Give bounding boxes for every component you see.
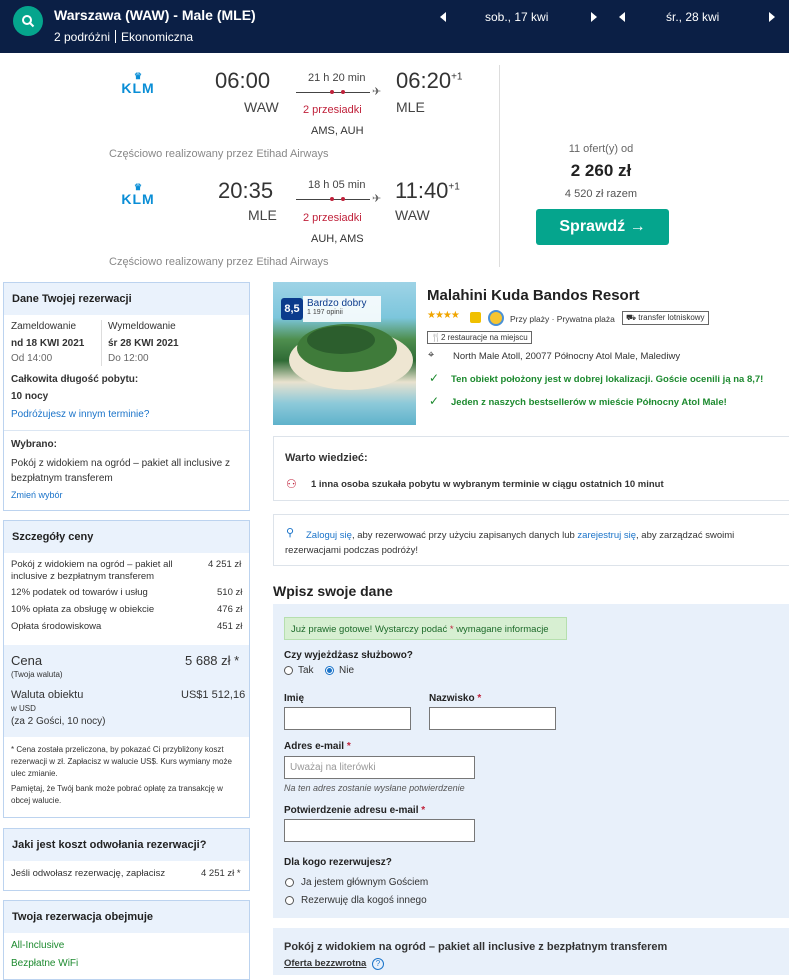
return-duration: 18 h 05 min [308, 179, 366, 191]
panel-title: Dane Twojej rezerwacji [4, 283, 249, 315]
price-total-value: 5 688 zł * [185, 653, 240, 668]
hotel-address: North Male Atoll, 20077 Północny Atol Male, Malediwy [453, 351, 681, 362]
first-name-label: Imię [284, 693, 305, 704]
offers-count: 11 ofert(y) od [568, 143, 634, 155]
booking-for-question: Dla kogo rezerwujesz? [284, 857, 392, 868]
return-arrival-time: $11:40^{+1}$ [395, 178, 460, 203]
price-line-label: 12% podatek od towarów i usług [11, 587, 148, 598]
location-pin-icon: ⌖ [428, 349, 435, 361]
checkmark-icon: ✓ [429, 394, 440, 408]
email-input[interactable]: Uważaj na literówki [284, 756, 475, 779]
outbound-arrival-time: $06:20^{+1}$ [396, 68, 463, 93]
business-yes-label[interactable]: Tak [298, 665, 314, 676]
outbound-stops: 2 przesiadki [303, 104, 362, 116]
prev-return-date-icon[interactable] [619, 12, 625, 22]
email-hint: Na ten adres zostanie wysłane potwierdzenie [284, 783, 465, 793]
review-label: Bardzo dobry [307, 298, 367, 309]
price-line-value: 451 zł [217, 621, 243, 632]
stop-dot [330, 197, 334, 201]
cancellation-value: 4 251 zł * [201, 868, 241, 879]
room-title: Pokój z widokiem na ogród – pakiet all inclusive z bezpłatnym transferem [284, 941, 668, 953]
good-to-know-text: 1 inna osoba szukała pobytu w wybranym terminie w ciągu ostatnich 10 minut [311, 479, 664, 490]
checkin-label: Zameldowanie [11, 321, 77, 332]
good-to-know-box [273, 436, 789, 501]
review-score: 8,5 [281, 298, 303, 320]
outbound-arrival-airport: MLE [396, 99, 425, 115]
price-line-value: 4 251 zł [208, 559, 242, 570]
star-rating: ★★★★ [427, 310, 459, 321]
business-no-label[interactable]: Nie [339, 665, 355, 676]
price-total-sub: (Twoja waluta) [11, 670, 63, 679]
business-yes-radio[interactable] [284, 666, 293, 675]
return-departure-airport: MLE [248, 207, 277, 223]
next-depart-date-icon[interactable] [591, 12, 597, 22]
check-offer-button[interactable]: Sprawdź → [536, 209, 669, 245]
form-notice-text: Już prawie gotowe! Wystarczy podać * wymagane informacje [291, 624, 549, 635]
price-line-label: 10% opłata za obsługę w obiekcie [11, 604, 155, 615]
return-via: AUH, AMS [311, 233, 364, 245]
other-guest-label[interactable]: Rezerwuję dla kogoś innego [301, 895, 427, 906]
checkin-time: Od 14:00 [11, 353, 53, 364]
panel-title: Twoja rezerwacja obejmuje [4, 901, 249, 933]
price-total-label: Cena [11, 653, 43, 668]
restaurants-tag: 🍴2 restauracje na miejscu [427, 331, 532, 344]
people-icon: ⚇ [286, 477, 297, 491]
beach-info: Przy plaży · Prywatna plaża [510, 314, 615, 324]
other-guest-radio[interactable] [285, 896, 294, 905]
search-button[interactable] [13, 6, 43, 36]
bank-fee-note: Pamiętaj, że Twój bank może pobrać opłatę za transakcję w obcej walucie. [11, 784, 223, 805]
bestseller-highlight: Jeden z naszych bestsellerów w mieście Północny Atol Male! [451, 397, 727, 408]
panel-title: Szczegóły ceny [4, 521, 249, 553]
return-operated-by: Częściowo realizowany przez Etihad Airways [109, 256, 329, 268]
plane-icon: ✈ [372, 86, 382, 98]
last-name-label: Nazwisko * [429, 693, 482, 704]
stop-dot [330, 90, 334, 94]
hotel-name[interactable]: Malahini Kuda Bandos Resort [427, 287, 640, 304]
travelers-count: 2 podróżni [54, 30, 111, 44]
cancellation-panel [3, 828, 250, 891]
checkin-date: nd 18 KWI 2021 [11, 338, 85, 349]
return-stops: 2 przesiadki [303, 212, 362, 224]
email-label: Adres e-mail * [284, 741, 351, 752]
prev-depart-date-icon[interactable] [440, 12, 446, 22]
depart-date[interactable]: sob., 17 kwi [485, 10, 549, 24]
outbound-departure-time: 06:00 [215, 68, 271, 93]
currency-note: * Cena została przeliczona, by pokazać Ci przybliżony koszt rezerwacji w zł. Zapłacisz w walucie US$. Kurs wymiany może ulec zmianie. [11, 745, 232, 778]
route-title[interactable]: Warszawa (WAW) - Male (MLE) [54, 7, 256, 23]
panel-title: Jaki jest koszt odwołania rezerwacji? [4, 829, 249, 861]
include-item: Bezpłatne WiFi [11, 958, 79, 969]
cabin-class: Ekonomiczna [121, 30, 194, 44]
price-total: 4 520 zł razem [564, 188, 638, 200]
login-link[interactable]: Zaloguj się [306, 530, 352, 541]
stay-length-label: Całkowita długość pobytu: [11, 374, 139, 385]
crown-icon: ♛ [133, 71, 143, 81]
outbound-duration: 21 h 20 min [308, 72, 366, 84]
price-line-value: 476 zł [217, 604, 243, 615]
email-confirm-label: Potwierdzenie adresu e-mail * [284, 805, 426, 816]
main-guest-radio[interactable] [285, 878, 294, 887]
business-no-radio[interactable] [325, 666, 334, 675]
register-link[interactable]: zarejestruj się [577, 530, 637, 541]
restaurant-icon: 🍴 [431, 333, 441, 342]
checkout-label: Wymeldowanie [108, 321, 176, 332]
good-to-know-title: Warto wiedzieć: [285, 452, 368, 464]
location-highlight: Ten obiekt położony jest w dobrej lokalizacji. Goście ocenili ją na 8,7! [451, 374, 764, 385]
thumbs-up-icon [470, 312, 481, 323]
cancellation-line: Jeśli odwołasz rezerwację, zapłacisz [11, 868, 166, 879]
main-guest-label[interactable]: Ja jestem głównym Gościem [301, 877, 429, 888]
hotel-currency-value: US$1 512,16 [181, 689, 246, 701]
car-icon: ⛟ [626, 313, 639, 322]
review-count: 1 197 opinii [307, 309, 343, 316]
checkout-date: śr 28 KWI 2021 [108, 338, 179, 349]
change-selection-link[interactable]: Zmień wybór [11, 490, 63, 500]
business-trip-question: Czy wyjeżdżasz służbowo? [284, 650, 413, 661]
stop-dot [341, 90, 345, 94]
outbound-via: AMS, AUH [311, 125, 364, 137]
price-line-value: 510 zł [217, 587, 243, 598]
search-header [0, 0, 789, 53]
airport-transfer-tag: ⛟ transfer lotniskowy [622, 311, 709, 325]
refund-policy: Oferta bezzwrotna [284, 958, 367, 969]
login-text-line2: rezerwacjami podczas podróży! [285, 545, 419, 556]
return-arrival-airport: WAW [395, 207, 430, 223]
guests-nights-note: (za 2 Gości, 10 nocy) [11, 716, 106, 727]
divider [4, 430, 249, 431]
include-item: All-Inclusive [11, 940, 65, 951]
chosen-room: Pokój z widokiem na ogród – pakiet all inclusive z bezpłatnym transferem [11, 458, 230, 484]
next-return-date-icon[interactable] [769, 12, 775, 22]
divider [115, 30, 116, 43]
travel-summary[interactable] [54, 30, 193, 44]
user-icon: ⚲ [286, 527, 295, 539]
outbound-operated-by: Częściowo realizowany przez Etihad Airways [109, 148, 329, 160]
last-name-input[interactable] [429, 707, 556, 730]
stop-dot [341, 197, 345, 201]
price-per-person: 2 260 zł [570, 161, 632, 180]
plane-icon: ✈ [372, 193, 382, 205]
search-icon [21, 14, 35, 28]
checkmark-icon: ✓ [429, 371, 440, 385]
form-title: Wpisz swoje dane [273, 583, 393, 599]
hotel-currency-label: Waluta obiektu [11, 689, 84, 701]
info-icon[interactable]: ? [372, 958, 384, 970]
review-label-box [303, 296, 381, 322]
outbound-departure-airport: WAW [244, 99, 279, 115]
other-dates-link[interactable]: Podróżujesz w innym terminie? [11, 409, 150, 420]
beach-icon [488, 310, 504, 326]
stay-length-value: 10 nocy [11, 391, 49, 402]
login-text: Zaloguj się, aby rezerwować przy użyciu zapisanych danych lub zarejestruj się, aby zarządzać swoimi [306, 530, 735, 541]
price-line-label: Opłata środowiskowa [11, 621, 102, 632]
klm-logo: ♛ KLM [118, 183, 158, 207]
first-name-input[interactable] [284, 707, 411, 730]
checkout-time: Do 12:00 [108, 353, 149, 364]
hotel-currency-sub: w USD [11, 704, 36, 713]
klm-logo: ♛ KLM [118, 72, 158, 96]
price-line-label: Pokój z widokiem na ogród – pakiet all inclusive z bezpłatnym transferem [11, 559, 173, 582]
chosen-label: Wybrano: [11, 439, 57, 450]
email-confirm-input[interactable] [284, 819, 475, 842]
divider [101, 320, 102, 366]
crown-icon: ♛ [133, 182, 143, 192]
return-date[interactable]: śr., 28 kwi [666, 10, 720, 24]
return-departure-time: 20:35 [218, 178, 274, 203]
